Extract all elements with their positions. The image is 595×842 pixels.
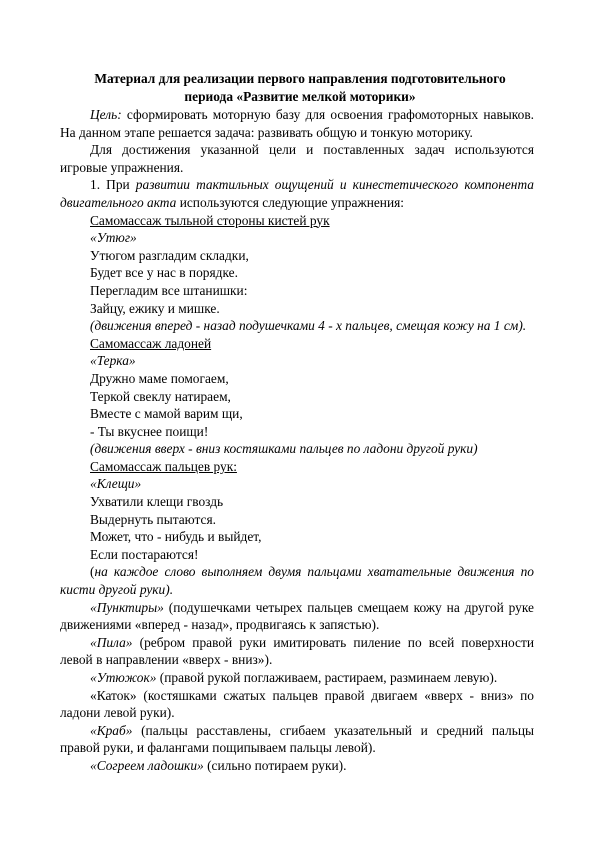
point-1-suffix: используются следующие упражнения: (176, 194, 405, 210)
section-1-line-4: Зайцу, ежику и мишке. (90, 300, 220, 316)
section-2-heading: Самомассаж ладоней (90, 335, 212, 351)
point-1-paragraph (60, 176, 534, 211)
title-line-2: периода «Развитие мелкой моторики» (184, 88, 416, 104)
exercise-text: (ребром правой руки имитировать пиление по всей поверхности левой в направлении «вверх - вниз»). (60, 634, 534, 668)
exercise-sogreem-ladoshki (60, 757, 534, 775)
section-2-line-2: Теркой свеклу натираем, (90, 388, 231, 404)
section-2-note: (движения вверх - вниз костяшками пальцев по ладони другой руки) (90, 441, 478, 457)
exercise-text: (правой рукой поглаживаем, растираем, разминаем левую). (156, 670, 498, 685)
section-1-line-3: Перегладим все штанишки: (90, 282, 248, 298)
section-3-heading: Самомассаж пальцев рук: (90, 458, 237, 474)
section-1-line-2: Будет все у нас в порядке. (90, 265, 238, 281)
exercise-name: «Пила» (90, 634, 133, 650)
section-2-name: «Терка» (90, 353, 136, 369)
exercise-punktiry (60, 599, 534, 634)
intro-paragraph: Для достижения указанной цели и поставленных задач используются игровые упражнения. (60, 142, 534, 175)
section-3-note-text: на каждое слово выполняем двумя пальцами хватательные движения по кисти другой руки). (60, 564, 534, 598)
goal-label: Цель: (90, 107, 122, 122)
document-title (60, 70, 540, 105)
section-2-line-4: - Ты вкуснее поищи! (90, 423, 209, 439)
section-1-line-1: Утюгом разгладим складки, (90, 247, 249, 263)
section-3-line-1: Ухватили клещи гвоздь (90, 494, 224, 510)
exercise-name: «Утюжок» (90, 670, 157, 685)
exercise-pila (60, 634, 534, 669)
section-3-line-4: Если постараются! (90, 546, 199, 562)
exercise-name: «Согреем ладошки» (90, 757, 204, 773)
section-2-line-1: Дружно маме помогаем, (90, 370, 229, 386)
goal-paragraph (60, 106, 534, 141)
exercise-text: (подушечками четырех пальцев смещаем кожу на другой руке движениями «вперед - назад», продвигаясь к запястью). (60, 599, 534, 633)
section-3-line-2: Выдернуть пытаются. (90, 511, 216, 527)
exercise-text: (сильно потираем руки). (203, 757, 347, 773)
section-3-name: «Клещи» (90, 476, 142, 492)
section-3-note (60, 563, 534, 598)
exercise-text: (пальцы расставлены, сгибаем указательный и средний пальцы правой руки, и фалангами пощипываем пальцы левой). (60, 722, 534, 756)
section-2-line-3: Вместе с мамой варим щи, (90, 406, 243, 422)
section-3-note-open: ( (90, 564, 95, 580)
exercise-krab (60, 722, 534, 757)
exercise-katok (60, 687, 534, 722)
exercise-name: «Краб» (90, 722, 133, 738)
exercise-name: «Пунктиры» (90, 599, 164, 615)
section-1-note: (движения вперед - назад подушечками 4 - х пальцев, смещая кожу на 1 см). (90, 318, 527, 334)
section-3-line-3: Может, что - нибудь и выйдет, (90, 529, 262, 545)
exercise-utyuzhok (60, 669, 534, 687)
exercise-text: «Каток» (костяшками сжатых пальцев правой двигаем «вверх - вниз» по ладони левой руки). (60, 687, 534, 721)
title-line-1: Материал для реализации первого направления подготовительного (94, 71, 506, 86)
point-1-emphasis: развитии тактильных ощущений и кинестетического компонента двигательного акта (60, 177, 534, 210)
document-body (60, 106, 534, 775)
point-1-prefix: 1. При (90, 177, 136, 193)
section-1-heading: Самомассаж тыльной стороны кистей рук (90, 212, 330, 228)
section-1-name: «Утюг» (90, 230, 137, 246)
goal-text: сформировать моторную базу для освоения графомоторных навыков. На данном этапе решается задача: развивать общую и тонкую моторику. (60, 107, 534, 140)
